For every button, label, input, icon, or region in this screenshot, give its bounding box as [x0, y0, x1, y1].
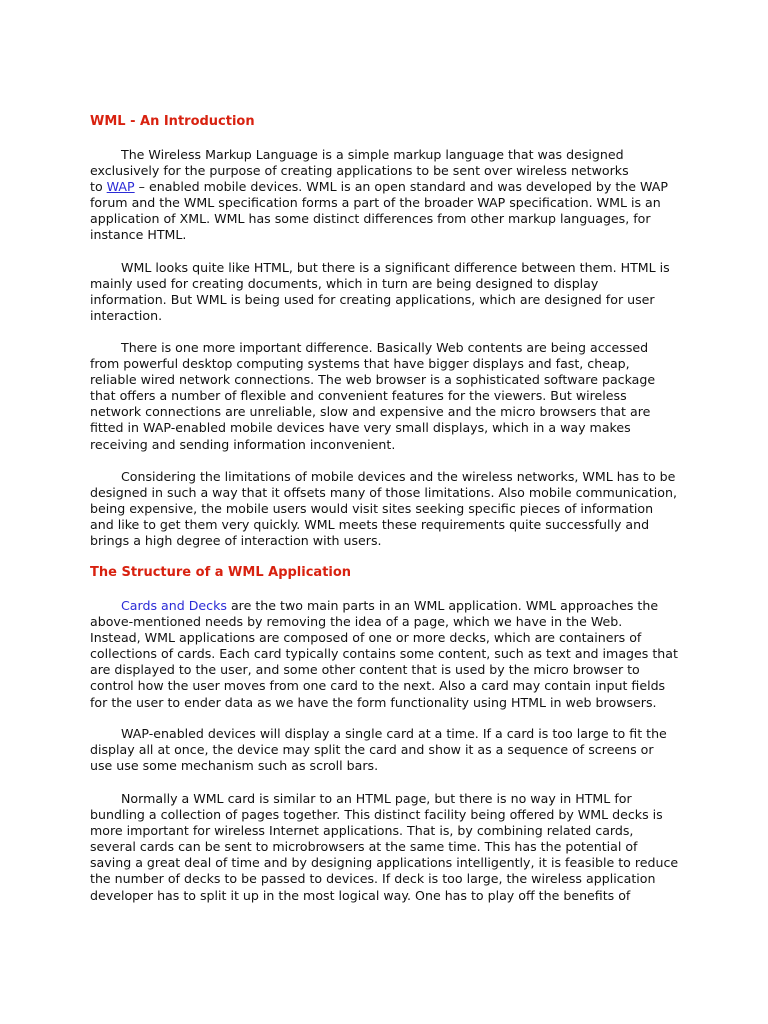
- text-line: application of XML. WML has some distinct differences from other markup languages, for: [90, 211, 651, 227]
- paragraph-intro: [90, 147, 690, 244]
- text-segment: are the two main parts in an WML application. WML approaches the: [230, 598, 659, 613]
- paragraph-single-card: [90, 726, 690, 774]
- text-line: WML looks quite like HTML, but there is a significant difference between them. HTML is: [121, 260, 670, 275]
- text-line: developer has to split it up in the most logical way. One has to play off the benefits of: [90, 887, 631, 903]
- text-segment: – enabled mobile devices. WML is an open standard and was developed by the WAP: [138, 179, 668, 195]
- paragraph-difference: [90, 340, 690, 453]
- text-line: Instead, WML applications are composed of one or more decks, which are containers of: [90, 630, 642, 646]
- text-line: saving a great deal of time and by designing applications intelligently, it is feasible to reduce: [90, 855, 679, 871]
- cards-and-decks-link[interactable]: Cards and Decks: [121, 598, 227, 613]
- text-line: collections of cards. Each card typically contains some content, such as text and images that: [90, 646, 678, 662]
- text-line: from powerful desktop computing systems that have bigger displays and fast, cheap,: [90, 356, 630, 372]
- text-line: fitted in WAP-enabled mobile devices have very small displays, which in a way makes: [90, 420, 631, 436]
- text-line: and like to get them very quickly. WML meets these requirements quite successfully and: [90, 517, 650, 533]
- text-line: display all at once, the device may split the card and show it as a sequence of screens or: [90, 742, 654, 758]
- text-line: information. But WML is being used for creating applications, which are designed for user: [90, 292, 655, 308]
- text-line: for the user to ender data as we have the form functionality using HTML in web browsers.: [90, 694, 657, 710]
- text-line: There is one more important difference. Basically Web contents are being accessed: [121, 340, 649, 355]
- text-line: that offers a number of flexible and convenient features for the viewers. But wireless: [90, 388, 627, 404]
- paragraph-html-comparison: [90, 260, 690, 324]
- text-line: WAP-enabled devices will display a single card at a time. If a card is too large to fit the: [121, 726, 667, 741]
- text-line: forum and the WML specification forms a part of the broader WAP specification. WML is an: [90, 195, 661, 211]
- text-line: brings a high degree of interaction with users.: [90, 533, 382, 549]
- paragraph-cards-decks: [90, 598, 690, 711]
- paragraph-limitations: [90, 469, 690, 549]
- text-line: interaction.: [90, 308, 163, 324]
- text-line: designed in such a way that it offsets many of those limitations. Also mobile communication,: [90, 485, 677, 501]
- text-line: instance HTML.: [90, 227, 187, 243]
- text-line: more important for wireless Internet applications. That is, by combining related cards,: [90, 823, 634, 839]
- text-line: Considering the limitations of mobile devices and the wireless networks, WML has to be: [121, 469, 676, 484]
- text-line: The Wireless Markup Language is a simple markup language that was designed: [121, 147, 624, 162]
- text-line: use use some mechanism such as scroll bars.: [90, 758, 379, 774]
- text-segment: to: [90, 179, 103, 195]
- text-line: bundling a collection of pages together. This distinct facility being offered by WML decks is: [90, 807, 663, 823]
- text-line: network connections are unreliable, slow and expensive and the micro browsers that are: [90, 404, 651, 420]
- text-line: several cards can be sent to microbrowsers at the same time. This has the potential of: [90, 839, 638, 855]
- wap-link[interactable]: WAP: [106, 179, 135, 195]
- text-line: the number of decks to be passed to devices. If deck is too large, the wireless application: [90, 871, 656, 887]
- text-line: [90, 179, 690, 195]
- text-line: [90, 598, 690, 614]
- text-line: being expensive, the mobile users would visit sites seeking specific pieces of information: [90, 501, 654, 517]
- heading-structure: The Structure of a WML Application: [90, 565, 352, 580]
- text-line: reliable wired network connections. The web browser is a sophisticated software package: [90, 372, 656, 388]
- text-line: are displayed to the user, and some other content that is used by the micro browser to: [90, 662, 640, 678]
- heading-intro: WML - An Introduction: [90, 114, 255, 129]
- text-line: mainly used for creating documents, which in turn are being designed to display: [90, 276, 599, 292]
- text-line: control how the user moves from one card to the next. Also a card may contain input fields: [90, 678, 666, 694]
- text-line: Normally a WML card is similar to an HTML page, but there is no way in HTML for: [121, 791, 632, 806]
- text-line: exclusively for the purpose of creating applications to be sent over wireless networks: [90, 163, 629, 179]
- text-line: above-mentioned needs by removing the idea of a page, which we have in the Web.: [90, 614, 623, 630]
- paragraph-deck-benefits: [90, 791, 690, 904]
- text-line: receiving and sending information inconvenient.: [90, 436, 396, 452]
